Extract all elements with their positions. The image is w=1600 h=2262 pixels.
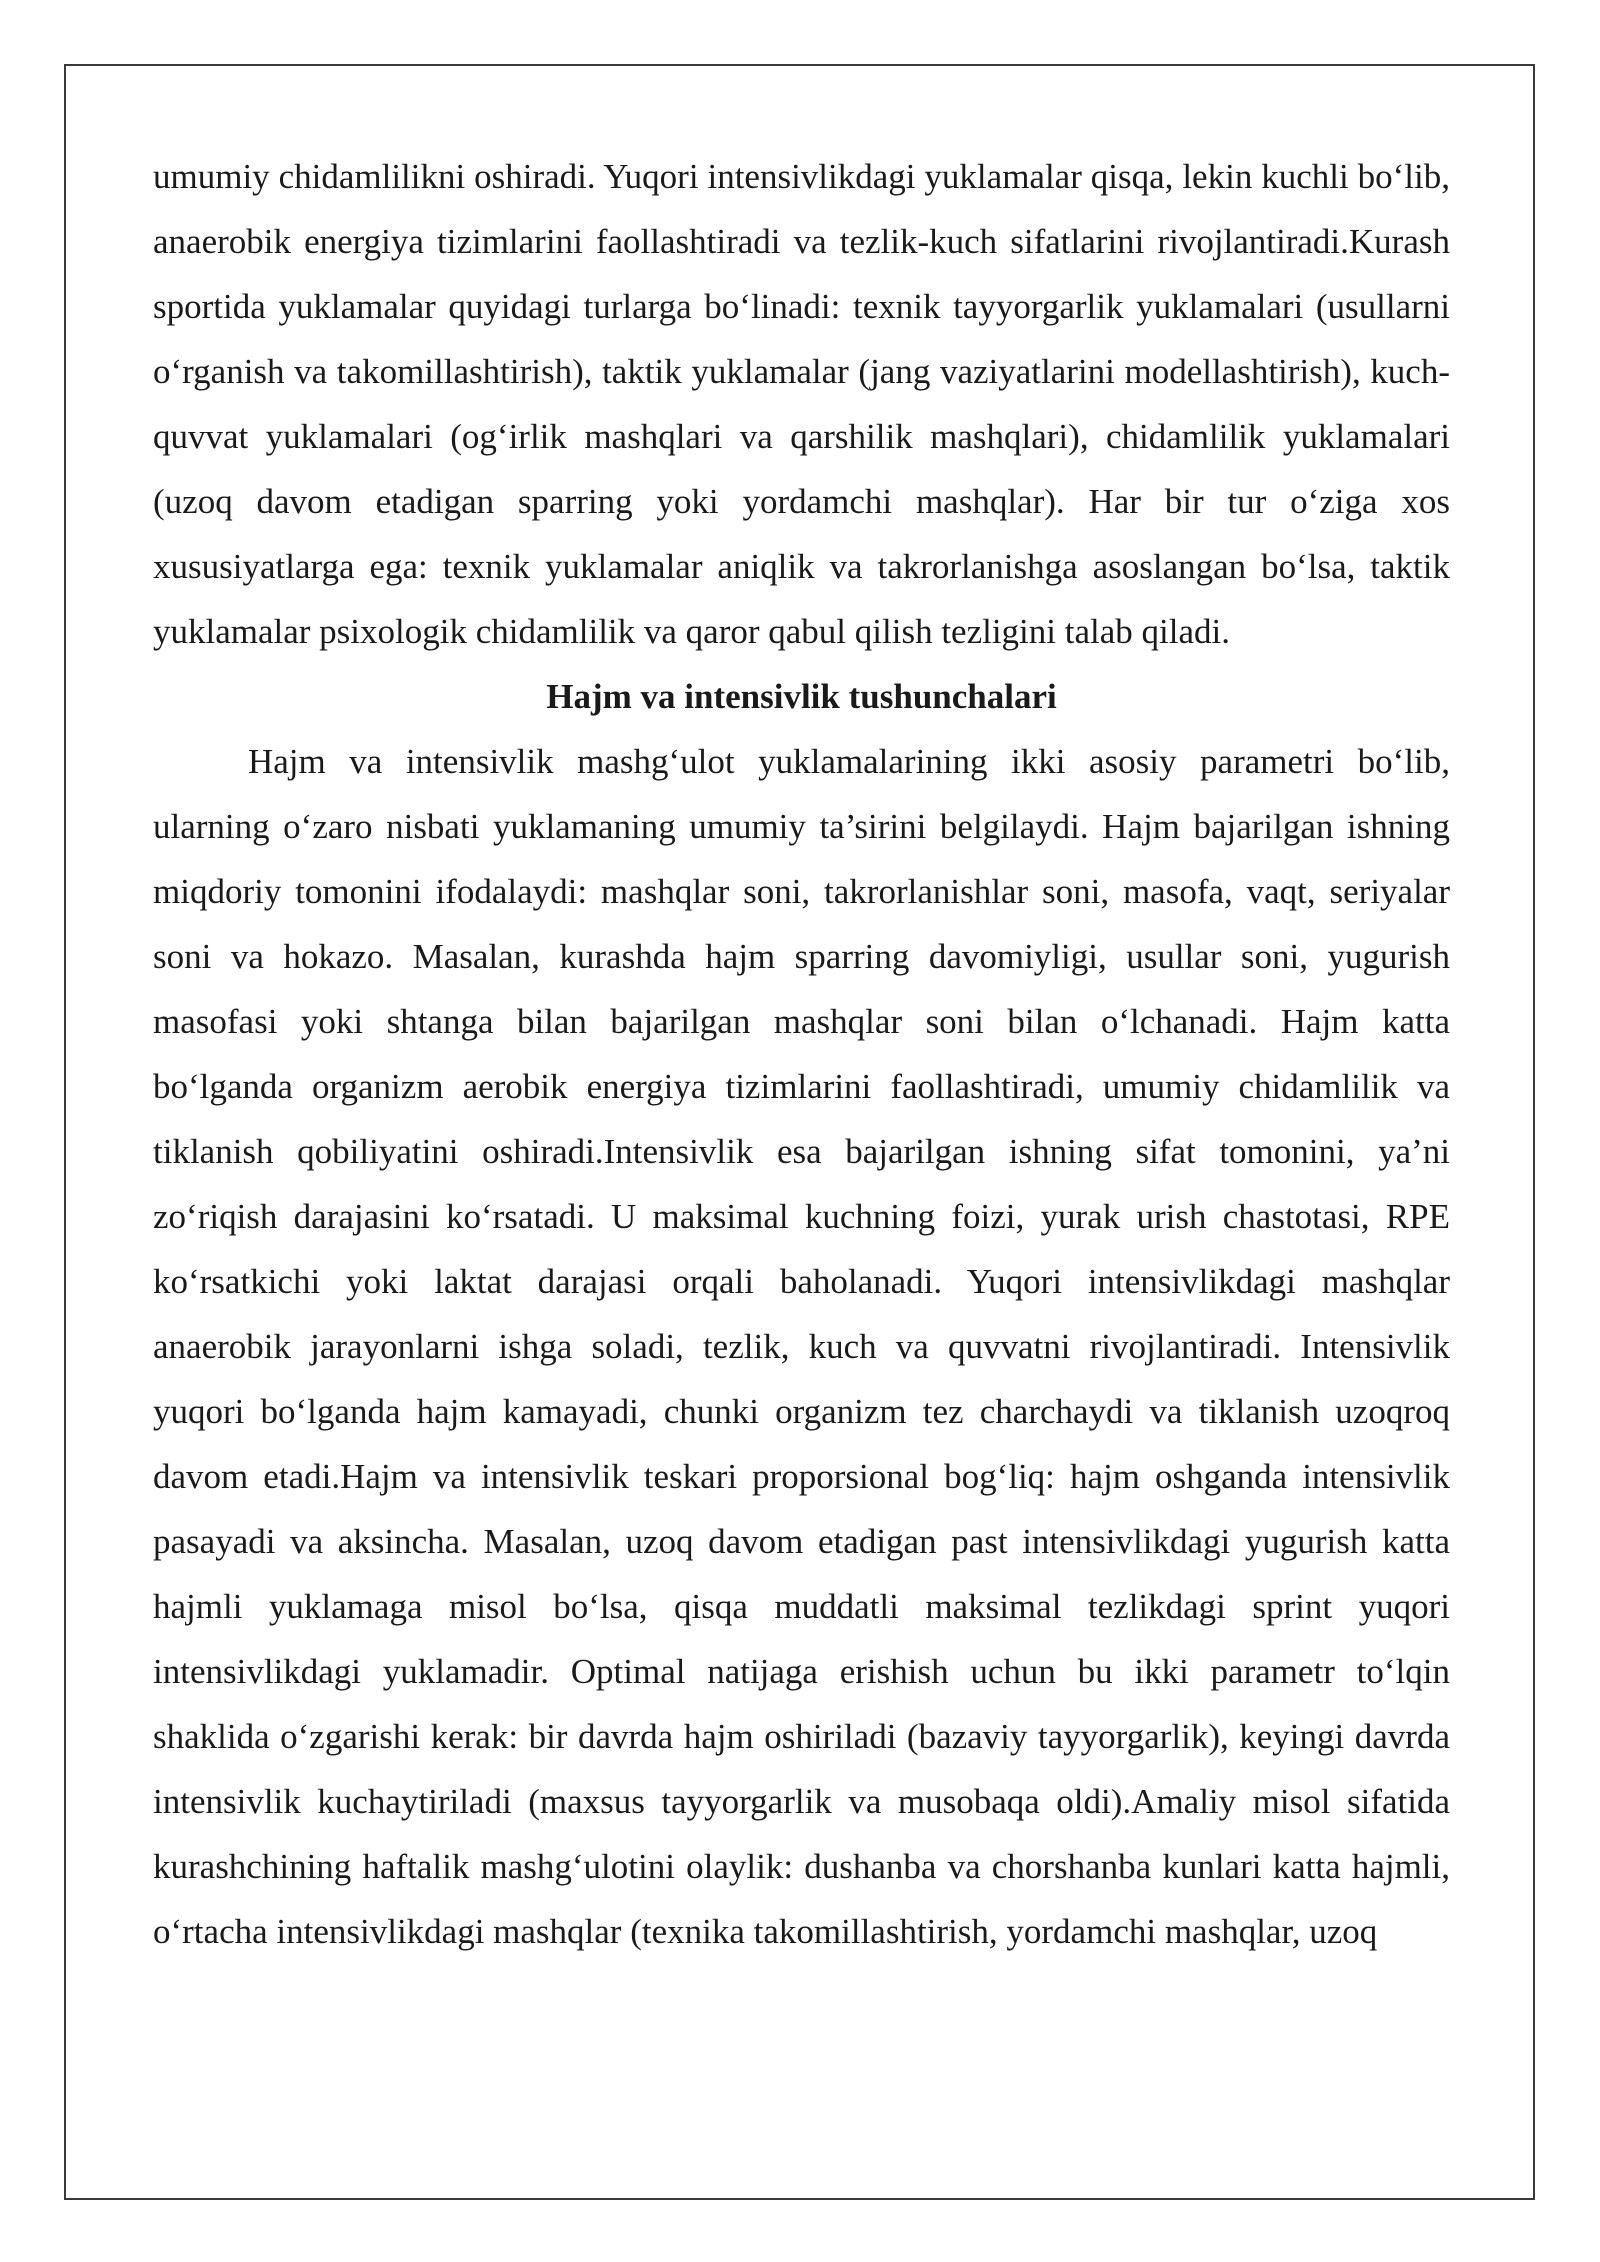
document-body xyxy=(153,144,1450,1964)
body-paragraph: Hajm va intensivlik mashg‘ulot yuklamalarining ikki asosiy parametri bo‘lib, ularning o‘zaro nisbati yuklamaning umumiy ta’sirini belgilaydi. Hajm bajarilgan ishning miqdoriy tomonini ifodalaydi: mashqlar soni, takrorlanishlar soni, masofa, vaqt, seriyalar soni va hokazo. Masalan, kurashda hajm sparring davomiyligi, usullar soni, yugurish masofasi yoki shtanga bilan bajarilgan mashqlar soni bilan o‘lchanadi. Hajm katta bo‘lganda organizm aerobik energiya tizimlarini faollashtiradi, umumiy chidamlilik va tiklanish qobiliyatini oshiradi.Intensivlik esa bajarilgan ishning sifat tomonini, ya’ni zo‘riqish darajasini ko‘rsatadi. U maksimal kuchning foizi, yurak urish chastotasi, RPE ko‘rsatkichi yoki laktat darajasi orqali baholanadi. Yuqori intensivlikdagi mashqlar anaerobik jarayonlarni ishga soladi, tezlik, kuch va quvvatni rivojlantiradi. Intensivlik yuqori bo‘lganda hajm kamayadi, chunki organizm tez charchaydi va tiklanish uzoqroq davom etadi.Hajm va intensivlik teskari proporsional bog‘liq: hajm oshganda intensivlik pasayadi va aksincha. Masalan, uzoq davom etadigan past intensivlikdagi yugurish katta hajmli yuklamaga misol bo‘lsa, qisqa muddatli maksimal tezlikdagi sprint yuqori intensivlikdagi yuklamadir. Optimal natijaga erishish uchun bu ikki parametr to‘lqin shaklida o‘zgarishi kerak: bir davrda hajm oshiriladi (bazaviy tayyorgarlik), keyingi davrda intensivlik kuchaytiriladi (maxsus tayyorgarlik va musobaqa oldi).Amaliy misol sifatida kurashchining haftalik mashg‘ulotini olaylik: dushanba va chorshanba kunlari katta hajmli, o‘rtacha intensivlikdagi mashqlar (texnika takomillashtirish, yordamchi mashqlar, uzoq xyxy=(153,742,1450,1951)
body-paragraph: umumiy chidamlilikni oshiradi. Yuqori intensivlikdagi yuklamalar qisqa, lekin kuchli bo‘lib, anaerobik energiya tizimlarini faollashtiradi va tezlik-kuch sifatlarini rivojlantiradi.Kurash sportida yuklamalar quyidagi turlarga bo‘linadi: texnik tayyorgarlik yuklamalari (usullarni o‘rganish va takomillashtirish), taktik yuklamalar (jang vaziyatlarini modellashtirish), kuch-quvvat yuklamalari (og‘irlik mashqlari va qarshilik mashqlari), chidamlilik yuklamalari (uzoq davom etadigan sparring yoki yordamchi mashqlar). Har bir tur o‘ziga xos xususiyatlarga ega: texnik yuklamalar aniqlik va takrorlanishga asoslangan bo‘lsa, taktik yuklamalar psixologik chidamlilik va qaror qabul qilish tezligini talab qiladi. xyxy=(153,157,1450,651)
section-heading: Hajm va intensivlik tushunchalari xyxy=(546,677,1057,716)
